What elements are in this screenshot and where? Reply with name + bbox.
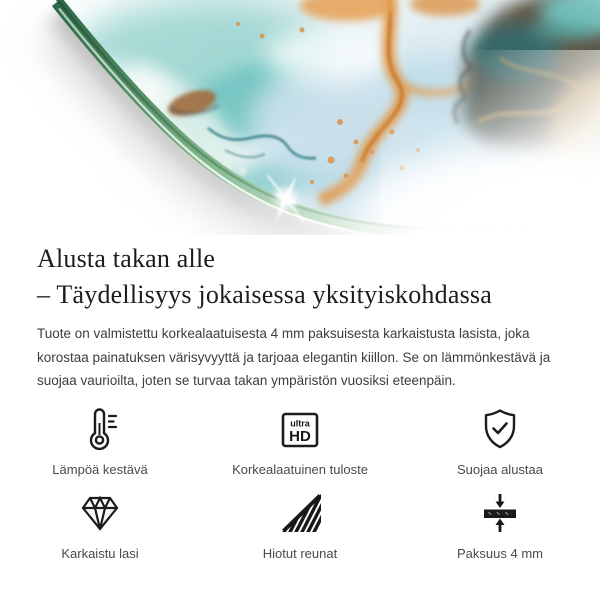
feature-label: Lämpöä kestävä [52,461,148,477]
product-description: Tuote on valmistettu korkealaatuisesta 4 mm paksuisesta karkaistusta lasista, joka korostaa painatuksen värisyvyyttä ja tarjoaa elegantin kiillon. Se on lämmönkestävä ja suojaa vaurioilta, joten se turvaa takan ympäristön vuosiksi eteenpäin. [37,326,551,388]
page-title-line1: Alusta takan alle [37,244,216,273]
feature-tempered-glass [0,489,200,561]
polished-edges-icon [276,489,324,537]
page-title [37,241,570,313]
diamond-icon [76,489,124,537]
shield-check-icon [476,405,524,453]
feature-protects-surface [400,405,600,477]
thermometer-icon [76,405,124,453]
ultra-hd-icon-text-hd: HD [289,427,311,445]
feature-heat-resistant [0,405,200,477]
intro-section [0,241,600,393]
ultra-hd-icon [276,405,324,453]
features-grid [0,405,600,561]
small-glint [240,168,246,174]
feature-label: Korkealaatuinen tuloste [232,461,368,477]
feature-label: Suojaa alustaa [456,461,543,477]
thickness-icon [476,489,524,537]
feature-label: Hiotut reunat [262,545,338,561]
feature-label: Karkaistu lasi [61,545,139,561]
product-photo [0,0,600,235]
feature-ultra-hd-print [200,405,400,477]
feature-label: Paksuus 4 mm [457,545,543,561]
ultra-hd-icon-text-ultra: ultra [290,418,310,428]
feature-thickness-4mm [400,489,600,561]
feature-polished-edges [200,489,400,561]
page-title-line2: – Täydellisyys jokaisessa yksityiskohdassa [37,280,492,309]
